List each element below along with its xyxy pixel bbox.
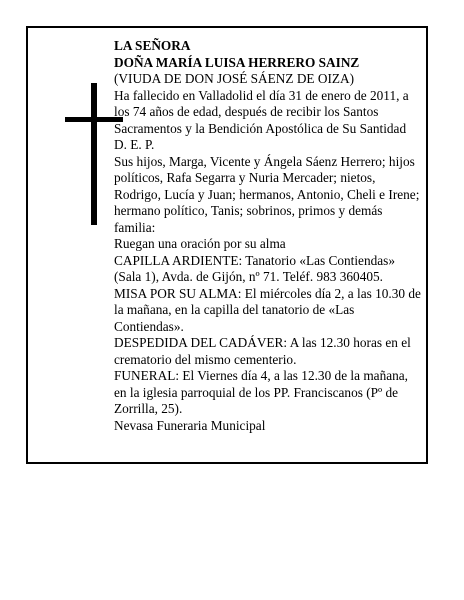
misa-por-su-alma: MISA POR SU ALMA: El miércoles día 2, a las 10.30 de la mañana, en la capilla del tanatorio de «Las Contiendas». [114,285,421,334]
obituary-text [114,38,422,434]
cross-vertical-bar [91,83,97,225]
funeral-info: FUNERAL: El Viernes día 4, a las 12.30 de la mañana, en la iglesia parroquial de los PP. Franciscanos (Pº de Zorrilla, 25). [114,368,409,416]
despedida-del-cadaver: DESPEDIDA DEL CADÁVER: A las 12.30 horas en el crematorio del mismo cementerio. [114,335,411,367]
death-announcement: Ha fallecido en Valladolid el día 31 de enero de 2011, a los 74 años de edad, después de recibir los Santos Sacramentos y la Bendición Apostólica de Su Santidad D. E. P. [114,87,409,152]
family-list: Sus hijos, Marga, Vicente y Ángela Sáenz Herrero; hijos políticos, Rafa Segarra y Nuria Mercader; nietos, Rodrigo, Lucía y Juan; hermanos, Antonio, Cheli e Irene; hermano político, Tanis; sobrinos, primos y demás familia: [114,153,420,235]
prayer-request: Ruegan una oración por su alma [114,236,286,251]
capilla-ardiente: CAPILLA ARDIENTE: Tanatorio «Las Contiendas» (Sala 1), Avda. de Gijón, nº 71. Teléf. 983 360405. [114,252,395,284]
header-line-1: LA SEÑORA [114,38,191,53]
widow-of-line: (VIUDA DE DON JOSÉ SÁENZ DE OIZA) [114,71,355,86]
funeral-home: Nevasa Funeraria Municipal [114,417,266,433]
deceased-name: DOÑA MARÍA LUISA HERRERO SAINZ [114,54,360,70]
